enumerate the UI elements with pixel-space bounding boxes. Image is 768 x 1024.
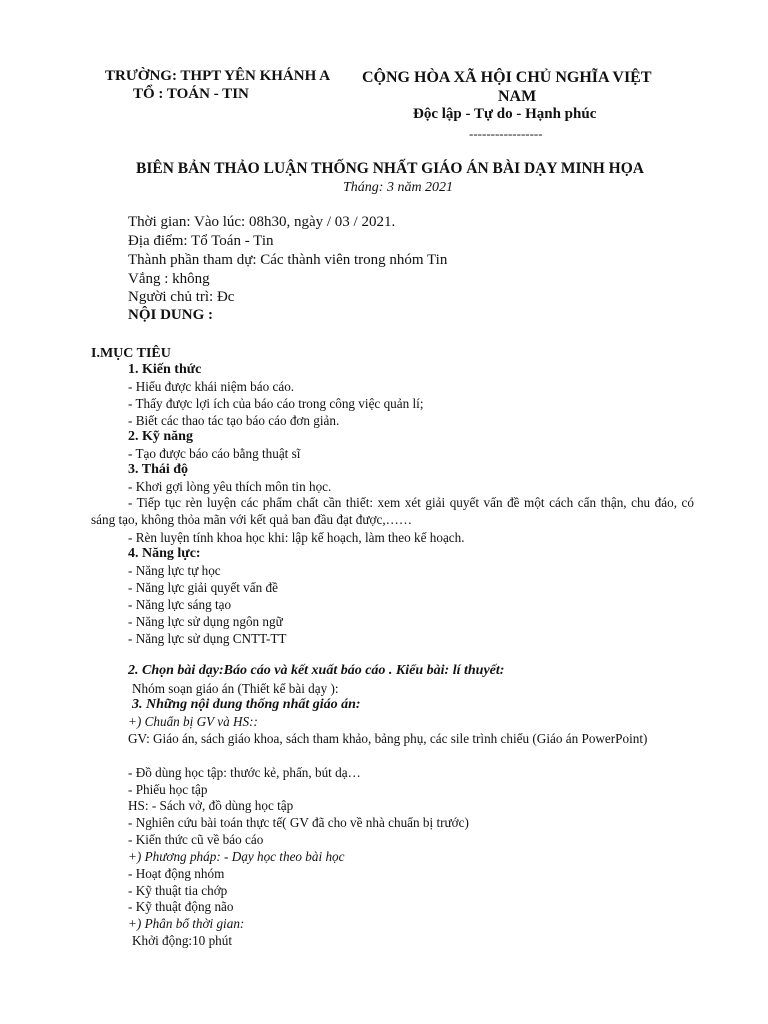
attitude-heading: 3. Thái độ [128, 462, 189, 477]
knowledge-item: - Thấy được lợi ích của báo cáo trong công việc quản lí; [128, 396, 424, 411]
attitude-item: - Rèn luyện tính khoa học khi: lập kế hoạch, làm theo kế hoạch. [128, 530, 465, 545]
preparation-item: - Kiến thức cũ về báo cáo [128, 832, 264, 847]
attitude-item: - Khơi gợi lòng yêu thích môn tin học. [128, 479, 332, 494]
meeting-chair: Người chủ trì: Đc [128, 289, 235, 305]
competency-item: - Năng lực sáng tạo [128, 597, 232, 612]
competency-heading: 4. Năng lực: [128, 546, 201, 561]
preparation-heading: +) Chuẩn bị GV và HS:: [128, 714, 258, 729]
knowledge-item: - Biết các thao tác tạo báo cáo đơn giản. [128, 413, 340, 428]
teacher-preparation: GV: Giáo án, sách giáo khoa, sách tham khảo, bảng phụ, các sile trình chiếu (Giáo án PowerPoint) [128, 731, 648, 746]
meeting-place: Địa điểm: Tổ Toán - Tin [128, 233, 274, 249]
competency-item: - Năng lực giải quyết vấn đề [128, 580, 278, 595]
knowledge-heading: 1. Kiến thức [128, 362, 202, 377]
competency-item: - Năng lực tự học [128, 563, 221, 578]
meeting-absent: Vắng : không [128, 271, 210, 287]
warmup-time: Khởi động:10 phút [132, 933, 233, 948]
method-item: - Hoạt động nhóm [128, 866, 225, 881]
competency-item: - Năng lực sử dụng CNTT-TT [128, 631, 287, 646]
skills-item: - Tạo được báo cáo bằng thuật sĩ [128, 446, 301, 461]
republic-title-line1: CỘNG HÒA XÃ HỘI CHỦ NGHĨA VIỆT [362, 69, 652, 86]
republic-title-line2: NAM [498, 88, 537, 105]
method-heading: +) Phương pháp: - Dạy học theo bài học [128, 849, 345, 864]
attitude-item: - Tiếp tục rèn luyện các phẩm chất cần thiết: xem xét giải quyết vấn đề một cách cẩn thận, chu đáo, có sáng tạo, không thỏa mãn với kết quả ban đầu đạt được,…… [91, 495, 694, 527]
header-divider: ----------------- [469, 126, 543, 141]
content-heading: NỘI DUNG : [128, 307, 213, 323]
section-objectives-heading: I.MỤC TIÊU [91, 346, 171, 361]
preparation-item: - Phiếu học tập [128, 782, 208, 797]
document-title: BIÊN BẢN THẢO LUẬN THỐNG NHẤT GIÁO ÁN BÀI DẠY MINH HỌA [136, 160, 644, 177]
preparation-item: - Nghiên cứu bài toán thực tế( GV đã cho về nhà chuẩn bị trước) [128, 815, 469, 830]
lesson-group: Nhóm soạn giáo án (Thiết kế bài dạy ): [132, 681, 339, 696]
agreed-content-heading: 3. Những nội dung thống nhất giáo án: [132, 697, 361, 712]
method-item: - Kỹ thuật động não [128, 899, 234, 914]
skills-heading: 2. Kỹ năng [128, 429, 193, 444]
department-name: TỔ : TOÁN - TIN [133, 86, 249, 102]
lesson-choice-heading: 2. Chọn bài dạy:Báo cáo và kết xuất báo cáo . Kiểu bài: lí thuyết: [128, 663, 505, 678]
motto: Độc lập - Tự do - Hạnh phúc [413, 106, 597, 122]
preparation-item: HS: - Sách vở, đồ dùng học tập [128, 798, 294, 813]
meeting-members: Thành phần tham dự: Các thành viên trong nhóm Tin [128, 252, 448, 268]
knowledge-item: - Hiểu được khái niệm báo cáo. [128, 379, 295, 394]
document-subtitle: Tháng: 3 năm 2021 [343, 180, 454, 195]
meeting-time: Thời gian: Vào lúc: 08h30, ngày / 03 / 2021. [128, 214, 396, 230]
competency-item: - Năng lực sử dụng ngôn ngữ [128, 614, 283, 629]
method-item: - Kỹ thuật tia chớp [128, 883, 228, 898]
school-name: TRƯỜNG: THPT YÊN KHÁNH A [105, 68, 331, 84]
preparation-item: - Đồ dùng học tập: thước kẻ, phấn, bút dạ… [128, 765, 361, 780]
time-allocation-heading: +) Phân bổ thời gian: [128, 916, 245, 931]
